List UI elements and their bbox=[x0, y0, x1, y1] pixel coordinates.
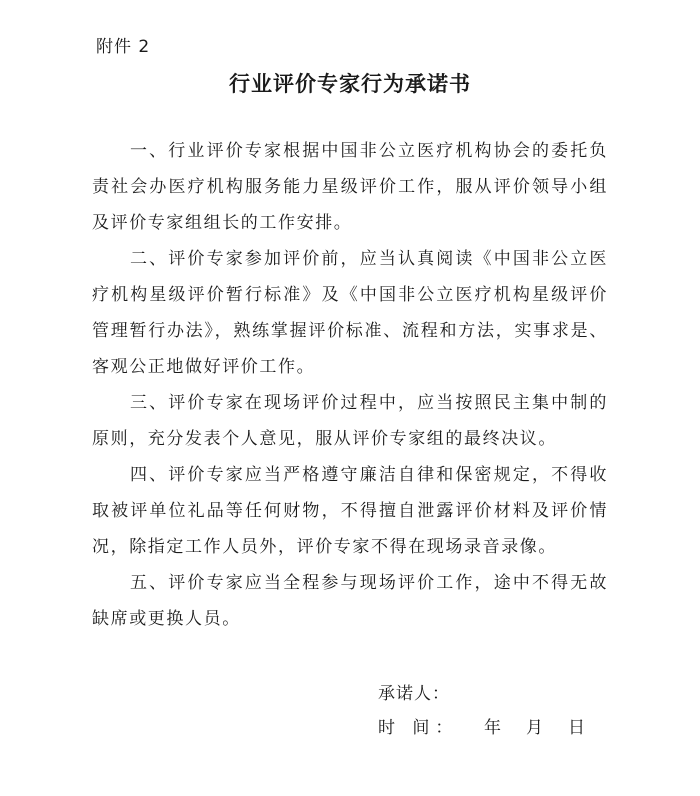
month-label: 月 bbox=[526, 718, 544, 738]
paragraph-5: 五、评价专家应当全程参与现场评价工作，途中不得无故缺席或更换人员。 bbox=[92, 573, 608, 629]
date-fields bbox=[484, 716, 586, 740]
day-label: 日 bbox=[568, 718, 586, 738]
paragraph-4: 四、评价专家应当严格遵守廉洁自律和保密规定，不得收取被评单位礼品等任何财物，不得擅自泄露评价材料及评价情况，除指定工作人员外，评价专家不得在现场录音录像。 bbox=[92, 465, 608, 557]
document-body bbox=[92, 133, 608, 637]
paragraph-2: 二、评价专家参加评价前，应当认真阅读《中国非公立医疗机构星级评价暂行标准》及《中国非公立医疗机构星级评价管理暂行办法》，熟练掌握评价标准、流程和方法，实事求是、客观公正地做好评价工作。 bbox=[92, 249, 608, 377]
signature-date bbox=[378, 716, 598, 740]
promiser-label: 承诺人： bbox=[378, 684, 450, 704]
year-label: 年 bbox=[484, 718, 502, 738]
paragraph-3: 三、评价专家在现场评价过程中，应当按照民主集中制的原则，充分发表个人意见，服从评价专家组的最终决议。 bbox=[92, 393, 608, 449]
annex-label: 附件 2 bbox=[96, 37, 151, 57]
time-label: 时 间： bbox=[378, 718, 459, 738]
paragraph-1: 一、行业评价专家根据中国非公立医疗机构协会的委托负责社会办医疗机构服务能力星级评价工作，服从评价领导小组及评价专家组组长的工作安排。 bbox=[92, 141, 608, 233]
document-title: 行业评价专家行为承诺书 bbox=[229, 72, 471, 96]
